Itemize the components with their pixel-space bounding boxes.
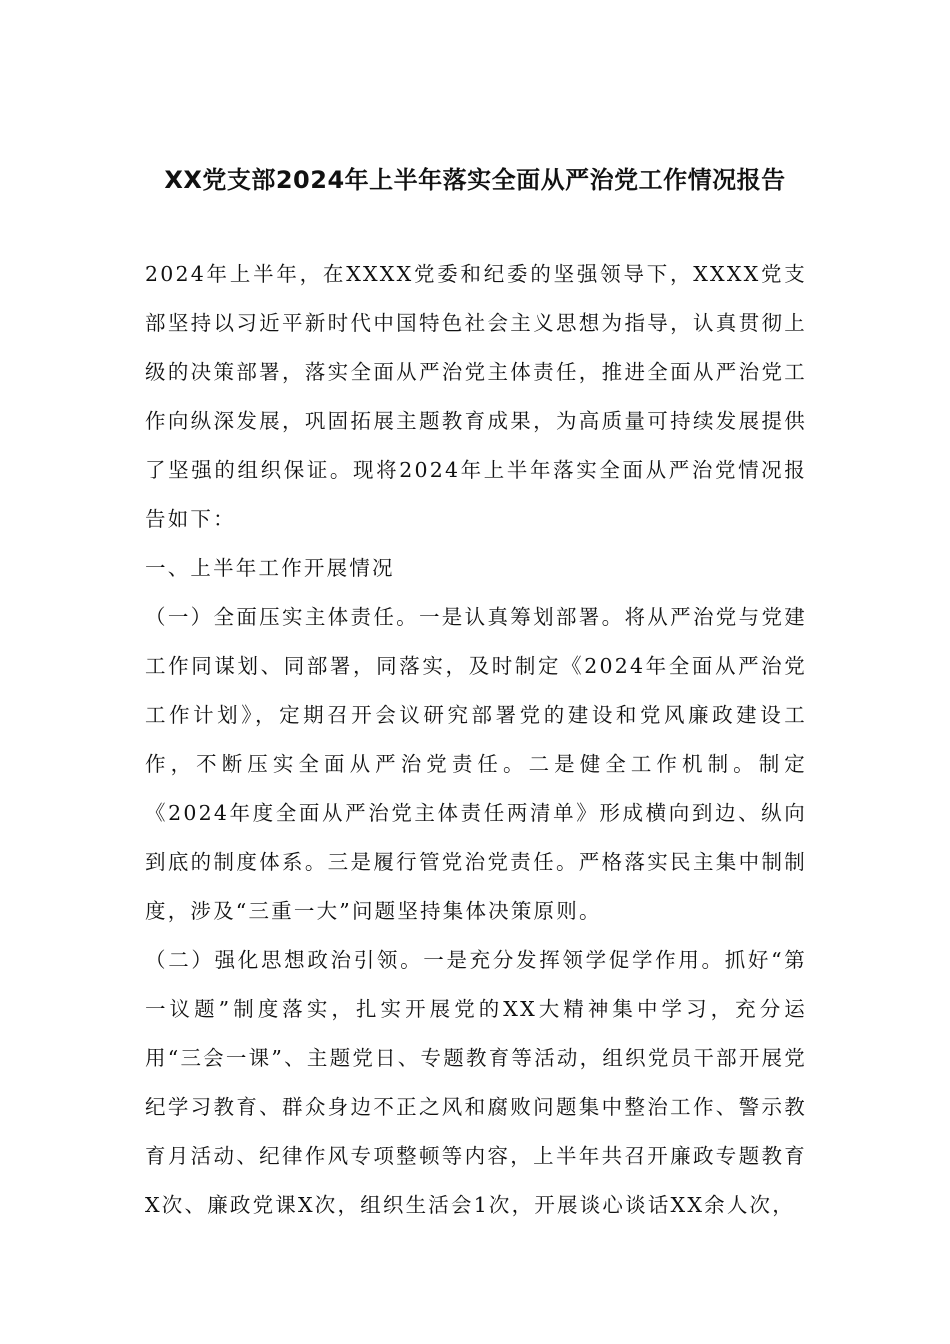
document-title: XX党支部2024年上半年落实全面从严治党工作情况报告 xyxy=(164,166,786,194)
intro-paragraph: 2024年上半年，在XXXX党委和纪委的坚强领导下，XXXX党支部坚持以习近平新时代中国特色社会主义思想为指导，认真贯彻上级的决策部署，落实全面从严治党主体责任，推进全面从严治党工作向纵深发展，巩固拓展主题教育成果，为高质量可持续发展提供了坚强的组织保证。现将2024年上半年落实全面从严治党情况报告如下： xyxy=(145,262,807,531)
subsection-paragraph-2: （二）强化思想政治引领。一是充分发挥领学促学作用。抓好“第一议题”制度落实，扎实开展党的XX大精神集中学习，充分运用“三会一课”、主题党日、专题教育等活动，组织党员干部开展党纪学习教育、群众身边不正之风和腐败问题集中整治工作、警示教育月活动、纪律作风专项整顿等内容，上半年共召开廉政专题教育X次、廉政党课X次，组织生活会1次，开展谈心谈话XX余人次， xyxy=(145,948,807,1217)
subsection-paragraph-1: （一）全面压实主体责任。一是认真筹划部署。将从严治党与党建工作同谋划、同部署，同落实，及时制定《2024年全面从严治党工作计划》，定期召开会议研究部署党的建设和党风廉政建设工作，不断压实全面从严治党责任。二是健全工作机制。制定《2024年度全面从严治党主体责任两清单》形成横向到边、纵向到底的制度体系。三是履行管党治党责任。严格落实民主集中制制度，涉及“三重一大”问题坚持集体决策原则。 xyxy=(145,605,807,923)
document-body xyxy=(145,250,807,1230)
section-heading-1: 一、上半年工作开展情况 xyxy=(145,556,395,580)
